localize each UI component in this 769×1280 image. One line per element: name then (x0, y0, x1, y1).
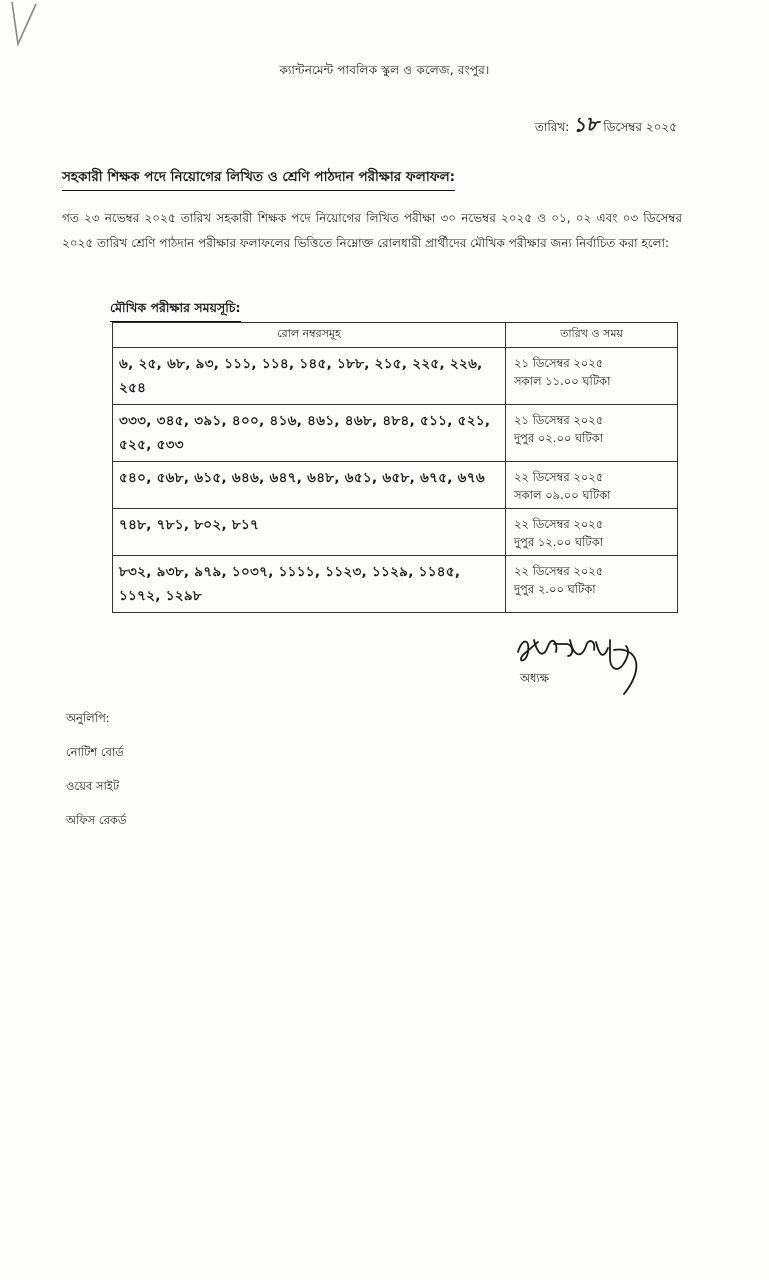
date-day-handwritten: ১৮ (572, 111, 600, 137)
roll-numbers: ৮৩২, ৯৩৮, ৯৭৯, ১০৩৭, ১১১১, ১১২৩, ১১২৯, ১১৪৫, ১১৭২, ১২৯৮ (113, 556, 506, 613)
schedule-heading: মৌখিক পরীক্ষার সময়সূচি: (110, 300, 241, 322)
exam-date: ২১ ডিসেম্বর ২০২৫ (514, 356, 604, 370)
pen-mark (6, 0, 40, 52)
date-time-cell (506, 462, 678, 509)
col-header-rolls: রোল নম্বরসমূহ (113, 323, 506, 348)
table-row (113, 556, 678, 613)
table-row (113, 348, 678, 405)
exam-time: দুপুর ০২.০০ ঘটিকা (514, 431, 604, 445)
col-header-datetime: তারিখ ও সময় (506, 323, 678, 348)
exam-date: ২২ ডিসেম্বর ২০২৫ (514, 564, 604, 578)
notice-title: সহকারী শিক্ষক পদে নিয়োগের লিখিত ও শ্রেণি পাঠদান পরীক্ষার ফলাফল: (62, 166, 455, 191)
date-line (535, 110, 677, 143)
exam-time: দুপুর ১২.০০ ঘটিকা (514, 535, 604, 549)
table-header-row (113, 323, 678, 348)
exam-time: দুপুর ২.০০ ঘটিকা (514, 582, 596, 596)
roll-numbers: ৬, ২৫, ৬৮, ৯৩, ১১১, ১১৪, ১৪৫, ১৮৮, ২১৫, ২২৫, ২২৬, ২৫৪ (113, 348, 506, 405)
list-item: অফিস রেকর্ড (66, 813, 127, 827)
date-time-cell (506, 509, 678, 556)
roll-numbers: ৩৩৩, ৩৪৫, ৩৯১, ৪০০, ৪১৬, ৪৬১, ৪৬৮, ৪৮৪, ৫১১, ৫২১, ৫২৫, ৫৩৩ (113, 405, 506, 462)
institution-name: ক্যান্টনমেন্ট পাবলিক স্কুল ও কলেজ, রংপুর। (279, 63, 490, 77)
exam-time: সকাল ১১.০০ ঘটিকা (514, 374, 611, 388)
date-label: তারিখ: (534, 120, 570, 134)
signatory-title: অধ্যক্ষ (520, 671, 550, 685)
table-row (113, 462, 678, 509)
list-item: ওয়েব সাইট (66, 779, 120, 793)
exam-date: ২২ ডিসেম্বর ২০২৫ (514, 470, 604, 484)
exam-date: ২১ ডিসেম্বর ২০২৫ (514, 413, 604, 427)
copy-list (66, 710, 126, 846)
copy-heading: অনুলিপি: (66, 711, 110, 725)
date-time-cell (506, 556, 678, 613)
date-time-cell (506, 405, 678, 462)
roll-numbers: ৫৪০, ৫৬৮, ৬১৫, ৬৪৬, ৬৪৭, ৬৪৮, ৬৫১, ৬৫৮, ৬৭৫, ৬৭৬ (113, 462, 506, 509)
notice-body: গত ২৩ নভেম্বর ২০২৫ তারিখ সহকারী শিক্ষক পদে নিয়োগের লিখিত পরীক্ষা ৩০ নভেম্বর ২০২৫ ও ০১, ০২ এবং ০৩ ডিসেম্বর ২০২৫ তারিখ শ্রেণি পাঠদান পরীক্ষার ফলাফলের ভিত্তিতে নিম্নোক্ত রোলধারী প্রার্থীদের মৌখিক পরীক্ষার জন্য নির্বাচিত করা হলো: (62, 211, 682, 250)
list-item: নোটিশ বোর্ড (66, 745, 124, 759)
exam-time: সকাল ০৯.০০ ঘটিকা (514, 488, 611, 502)
roll-numbers: ৭৪৮, ৭৮১, ৮০২, ৮১৭ (113, 509, 506, 556)
table-row (113, 509, 678, 556)
schedule-table (112, 322, 678, 613)
table-row (113, 405, 678, 462)
exam-date: ২২ ডিসেম্বর ২০২৫ (514, 517, 604, 531)
date-time-cell (506, 348, 678, 405)
date-month-year: ডিসেম্বর ২০২৫ (603, 120, 677, 134)
